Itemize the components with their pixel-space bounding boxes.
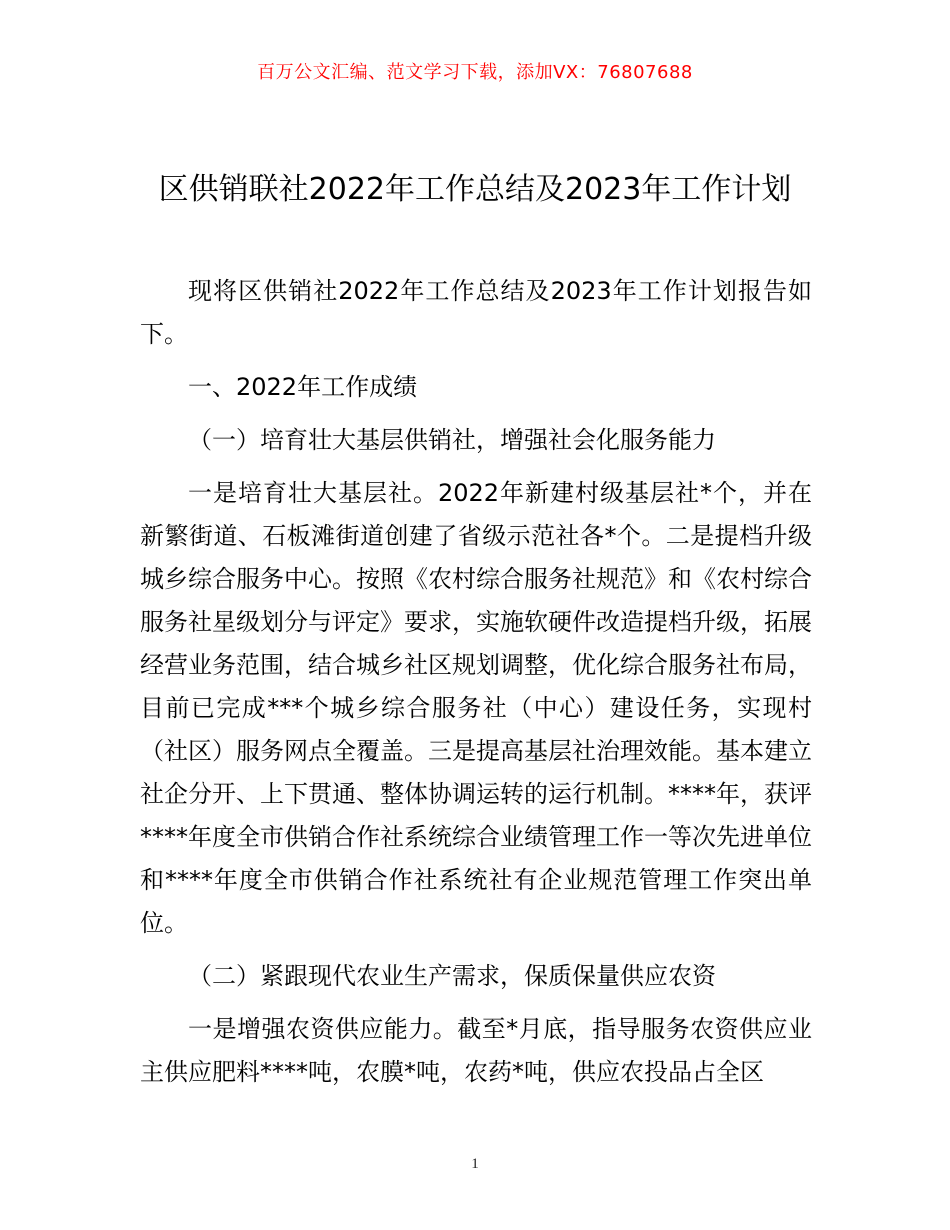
subsection-heading-1: （一）培育壮大基层供销社，增强社会化服务能力: [188, 426, 716, 454]
section-heading-1: 一、2022年工作成绩: [188, 373, 418, 401]
intro-paragraph: 现将区供销社2022年工作总结及2023年工作计划报告如下。: [140, 277, 812, 348]
document-body: [140, 270, 812, 1094]
body-paragraph-2: 一是增强农资供应能力。截至*月底，指导服务农资供应业主供应肥料****吨，农膜*吨，农药*吨，供应农投品占全区: [140, 1015, 812, 1086]
body-paragraph-1: 一是培育壮大基层社。2022年新建村级基层社*个，并在新繁街道、石板滩街道创建了省级示范社各*个。二是提档升级城乡综合服务中心。按照《农村综合服务社规范》和《农村综合服务社星级划分与评定》要求，实施软硬件改造提档升级，拓展经营业务范围，结合城乡社区规划调整，优化综合服务社布局，目前已完成***个城乡综合服务社（中心）建设任务，实现村（社区）服务网点全覆盖。三是提高基层社治理效能。基本建立社企分开、上下贯通、整体协调运转的运行机制。****年，获评****年度全市供销合作社系统综合业绩管理工作一等次先进单位和****年度全市供销合作社系统社有企业规范管理工作突出单位。: [140, 479, 812, 937]
watermark-text: 百万公文汇编、范文学习下载，添加VX：76807688: [257, 62, 693, 83]
subsection-heading-2: （二）紧跟现代农业生产需求，保质保量供应农资: [188, 962, 716, 990]
page-number: 1: [471, 1156, 479, 1172]
document-title: 区供销联社2022年工作总结及2023年工作计划: [158, 172, 792, 207]
